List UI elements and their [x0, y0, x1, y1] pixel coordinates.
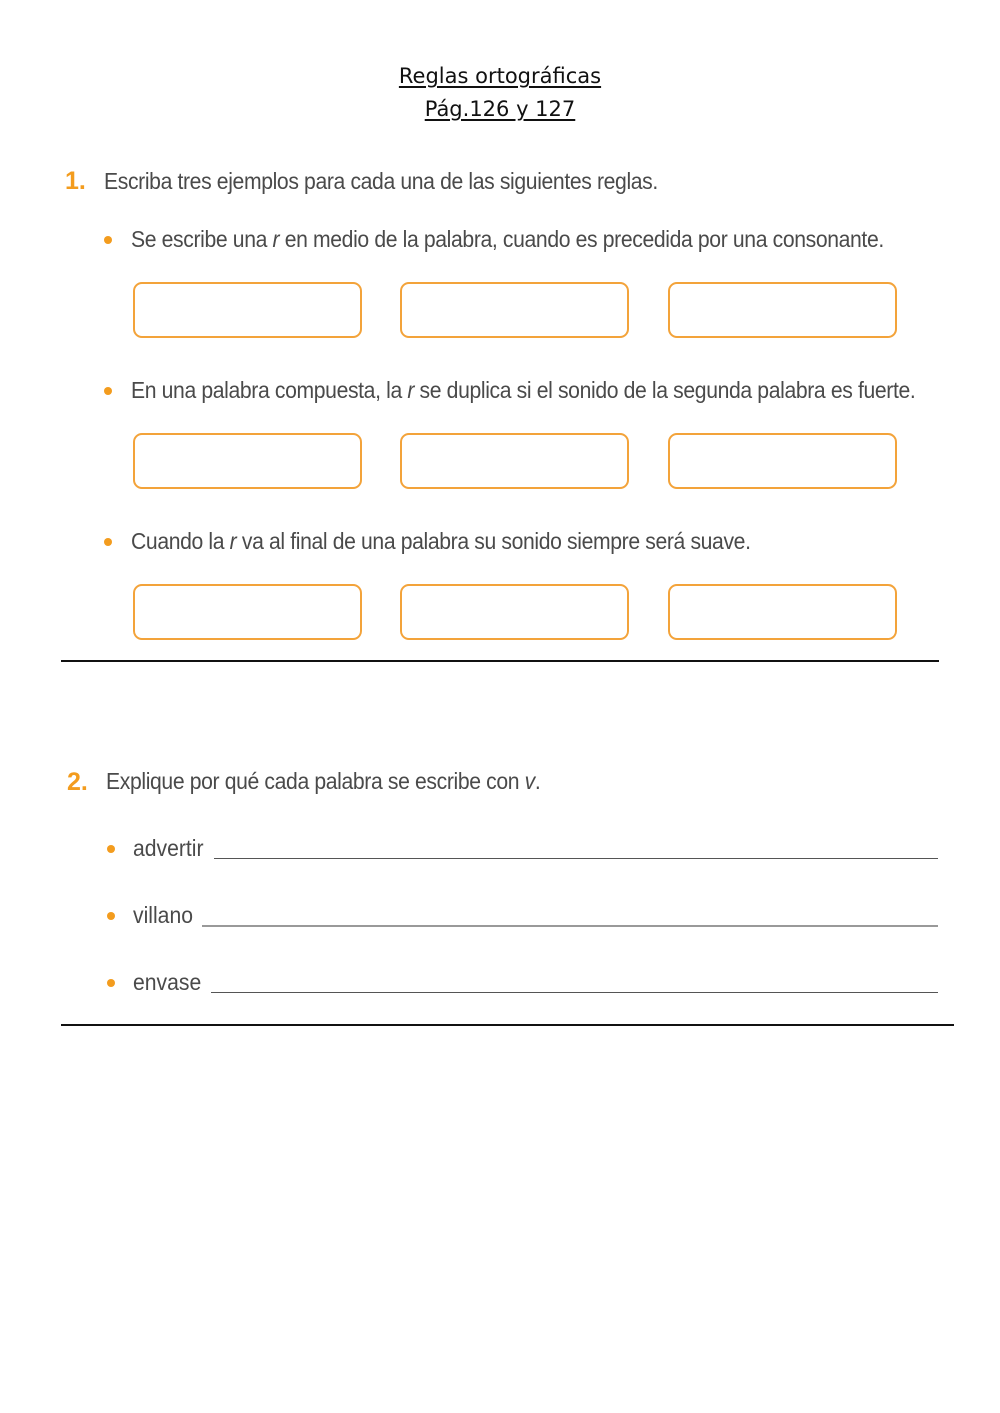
page-reference: Pág.126 y 127 [424, 97, 576, 121]
rule-1-example-2-input[interactable] [400, 282, 629, 338]
rule-3-text: Cuando la r va al final de una palabra su sonido siempre será suave. [131, 528, 751, 554]
rule-3-example-1-input[interactable] [133, 584, 362, 640]
bullet-icon [104, 538, 112, 546]
answer-line-envase[interactable] [211, 992, 938, 993]
bullet-icon [107, 912, 115, 920]
rule-2-text: En una palabra compuesta, la r se duplica si el sonido de la segunda palabra es fuerte. [131, 377, 916, 403]
exercise-1-number: 1. [65, 167, 86, 195]
word-villano: villano [133, 902, 194, 928]
page-title: Reglas ortográficas [398, 64, 602, 88]
rule-2-example-1-input[interactable] [133, 433, 362, 489]
rule-1-example-3-input[interactable] [668, 282, 897, 338]
bullet-icon [107, 979, 115, 987]
exercise-1-instruction: Escriba tres ejemplos para cada una de las siguientes reglas. [104, 168, 658, 194]
exercise-2-instruction: Explique por qué cada palabra se escribe con v. [106, 768, 541, 794]
bullet-icon [107, 845, 115, 853]
rule-1-example-1-input[interactable] [133, 282, 362, 338]
section-divider [61, 1024, 954, 1026]
answer-line-advertir[interactable] [214, 858, 938, 859]
exercise-2-number: 2. [67, 768, 88, 796]
rule-2-example-3-input[interactable] [668, 433, 897, 489]
rule-3-example-2-input[interactable] [400, 584, 629, 640]
rule-3-example-3-input[interactable] [668, 584, 897, 640]
answer-line-villano[interactable] [202, 925, 938, 927]
bullet-icon [104, 387, 112, 395]
section-divider [61, 660, 939, 662]
word-envase: envase [133, 969, 202, 995]
word-advertir: advertir [133, 835, 204, 861]
rule-1-text: Se escribe una r en medio de la palabra, cuando es precedida por una consonante. [131, 226, 884, 252]
rule-2-example-2-input[interactable] [400, 433, 629, 489]
bullet-icon [104, 236, 112, 244]
